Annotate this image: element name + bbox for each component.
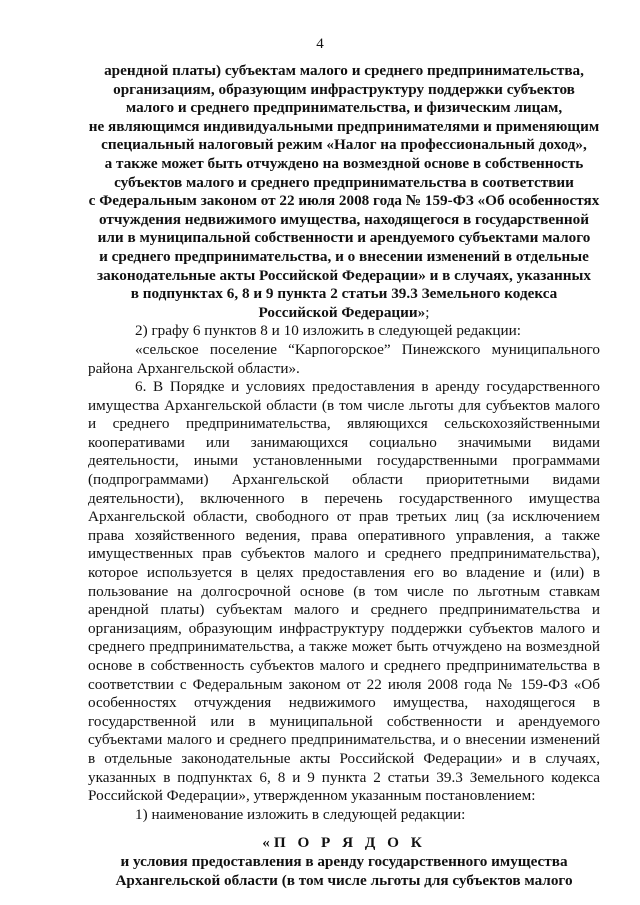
- page-number: 4: [316, 36, 324, 52]
- order-heading-subline: Архангельской области (в том числе льготы для субъектов малого: [115, 871, 573, 889]
- document-body: [88, 62, 600, 890]
- quote-paragraph: «сельское поселение “Карпогорское” Пинежского муниципального района Архангельской области».: [88, 340, 600, 377]
- bold-line-last: [88, 304, 600, 323]
- bold-title-block: [88, 62, 600, 322]
- bold-line: субъектов малого и среднего предпринимательства в соответствии: [114, 173, 574, 191]
- bold-line: организациям, образующим инфраструктуру поддержки субъектов: [113, 80, 575, 98]
- item-2-paragraph: 2) графу 6 пунктов 8 и 10 изложить в следующей редакции:: [135, 322, 521, 340]
- order-heading-title: «П О Р Я Д О К: [262, 834, 426, 852]
- bold-line: или в муниципальной собственности и арендуемого субъектами малого: [97, 229, 591, 247]
- bold-line: законодательные акты Российской Федерации» и в случаях, указанных: [97, 266, 591, 284]
- bold-line: а также может быть отчуждено на возмездной основе в собственность: [104, 154, 584, 172]
- bold-line: арендной платы) субъектам малого и среднего предпринимательства,: [104, 62, 584, 79]
- bold-line: и среднего предпринимательства, и о внесении изменений в отдельные: [99, 247, 589, 265]
- bold-line: в подпунктах 6, 8 и 9 пункта 2 статьи 39.3 Земельного кодекса: [130, 285, 558, 303]
- order-heading-subline: и условия предоставления в аренду государственного имущества: [120, 852, 568, 870]
- bold-line: малого и среднего предпринимательства, и физическим лицам,: [125, 99, 563, 117]
- bold-line-text: Российской Федерации»: [258, 303, 426, 321]
- item-6-paragraph: 6. В Порядке и условиях предоставления в аренду государственного имущества Архангельской области (в том числе льготы для субъектов малого и среднего предпринимательства, являющихся сельскохозяйственными кооперативами или занимающихся социально значимыми видами деятельности, иными установленными государственными программами (подпрограммами) Архангельской области приоритетными видами деятельности), включенного в перечень государственного имущества Архангельской области, свободного от прав третьих лиц (за исключением права хозяйственного ведения, права оперативного управления, а также имущественных прав субъектов малого и среднего предпринимательства), которое используется в целях предоставления его во владение и (или) в пользование на долгосрочной основе (в том числе по льготным ставкам арендной платы) субъектам малого и среднего предпринимательства и организациям, образующим инфраструктуру поддержки субъектов малого и среднего предпринимательства, а также может быть отчуждено на возмездной основе в собственность субъектов малого и среднего предпринимательства в соответствии с Федеральным законом от 22 июля 2008 года № 159-ФЗ «Об особенностях отчуждения недвижимого имущества, находящегося в государственной или в муниципальной собственности и арендуемого субъектами малого и среднего предпринимательства, и о внесении изменений в отдельные законодательные акты Российской Федерации» и в случаях, указанных в подпунктах 6, 8 и 9 пункта 2 статьи 39.3 Земельного кодекса Российской Федерации», утвержденном указанным постановлением:: [88, 378, 600, 805]
- bold-line: не являющимся индивидуальными предпринимателями и применяющим: [88, 117, 600, 135]
- bold-line: отчуждения недвижимого имущества, находящегося в государственной: [99, 210, 589, 228]
- bold-line: специальный налоговый режим «Налог на профессиональный доход»,: [101, 136, 587, 154]
- bold-line-tail: ;: [425, 303, 430, 321]
- item-1-paragraph: 1) наименование изложить в следующей редакции:: [135, 805, 466, 823]
- bold-line: с Федеральным законом от 22 июля 2008 года № 159-ФЗ «Об особенностях: [88, 192, 600, 210]
